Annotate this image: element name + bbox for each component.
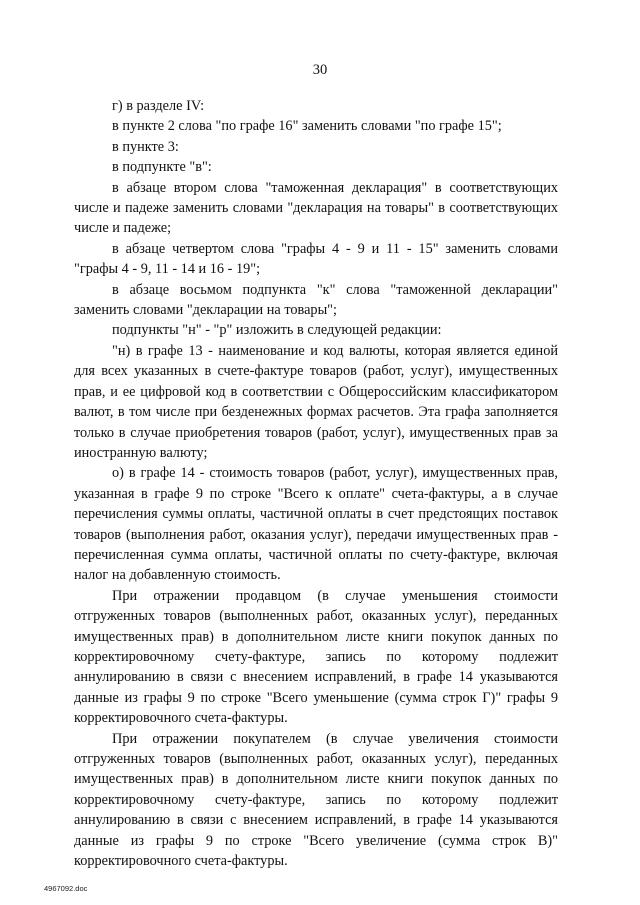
page-number: 30 (312, 62, 328, 78)
paragraph-subpoints-n-r: подпункты "н" - "р" изложить в следующей редакции: (112, 322, 442, 339)
paragraph-subpoint-v: в подпункте "в": (112, 159, 212, 176)
document-body (74, 96, 558, 871)
paragraph-grafa-13: "н) в графе 13 - наименование и код валюты, которая является единой для всех указанных в счете-фактуре товаров (работ, услуг), имущественных прав, и ее цифровой код в соответствии с Общероссийским классификатором валют, в том числе при безденежных формах расчетов. Эта графа заполняется только в случае приобретения товаров (работ, услуг), имущественных прав за иностранную валюту; (74, 342, 558, 461)
footer-filename: 4967092.doc (44, 884, 88, 893)
paragraph-abzac-fourth: в абзаце четвертом слова "графы 4 - 9 и 11 - 15" заменить словами "графы 4 - 9, 11 - 14 и 16 - 19"; (74, 240, 558, 278)
paragraph-point-2: в пункте 2 слова "по графе 16" заменить словами "по графе 15"; (112, 118, 502, 135)
paragraph-abzac-eighth: в абзаце восьмом подпункта "к" слова "таможенной декларации" заменить словами "декларации на товары"; (74, 281, 558, 319)
paragraph-buyer: При отражении покупателем (в случае увеличения стоимости отгруженных товаров (выполненных работ, оказанных услуг), переданных имущественных прав) в дополнительном листе книги покупок данных по корректировочному счету-фактуре, запись по которому подлежит аннулированию в связи с внесением исправлений, в графе 14 указываются данные из графы 9 по строке "Всего увеличение (сумма строк В)" корректировочного счета-фактуры. (74, 730, 558, 870)
paragraph-abzac-second: в абзаце втором слова "таможенная декларация" в соответствующих числе и падеже заменить словами "декларация на товары" в соответствующих числе и падеже; (74, 179, 558, 237)
paragraph-point-3: в пункте 3: (112, 138, 179, 155)
paragraph-grafa-14: о) в графе 14 - стоимость товаров (работ, услуг), имущественных прав, указанная в графе 9 по строке "Всего к оплате" счета-фактуры, а в случае перечисления суммы оплаты, частичной оплаты в счет предстоящих поставок товаров (выполнения работ, оказания услуг), передачи имущественных прав - перечисленная сумма оплаты, частичной оплаты по счету-фактуре, включая налог на добавленную стоимость. (74, 465, 558, 584)
paragraph-seller: При отражении продавцом (в случае уменьшения стоимости отгруженных товаров (выполненных работ, оказанных услуг), переданных имущественных прав) в дополнительном листе книги покупок данных по корректировочному счету-фактуре, запись по которому подлежит аннулированию в связи с внесением исправлений, в графе 14 указываются данные из графы 9 по строке "Всего уменьшение (сумма строк Г)" графы 9 корректировочного счета-фактуры. (74, 587, 558, 727)
paragraph-section-g: г) в разделе IV: (112, 98, 205, 114)
